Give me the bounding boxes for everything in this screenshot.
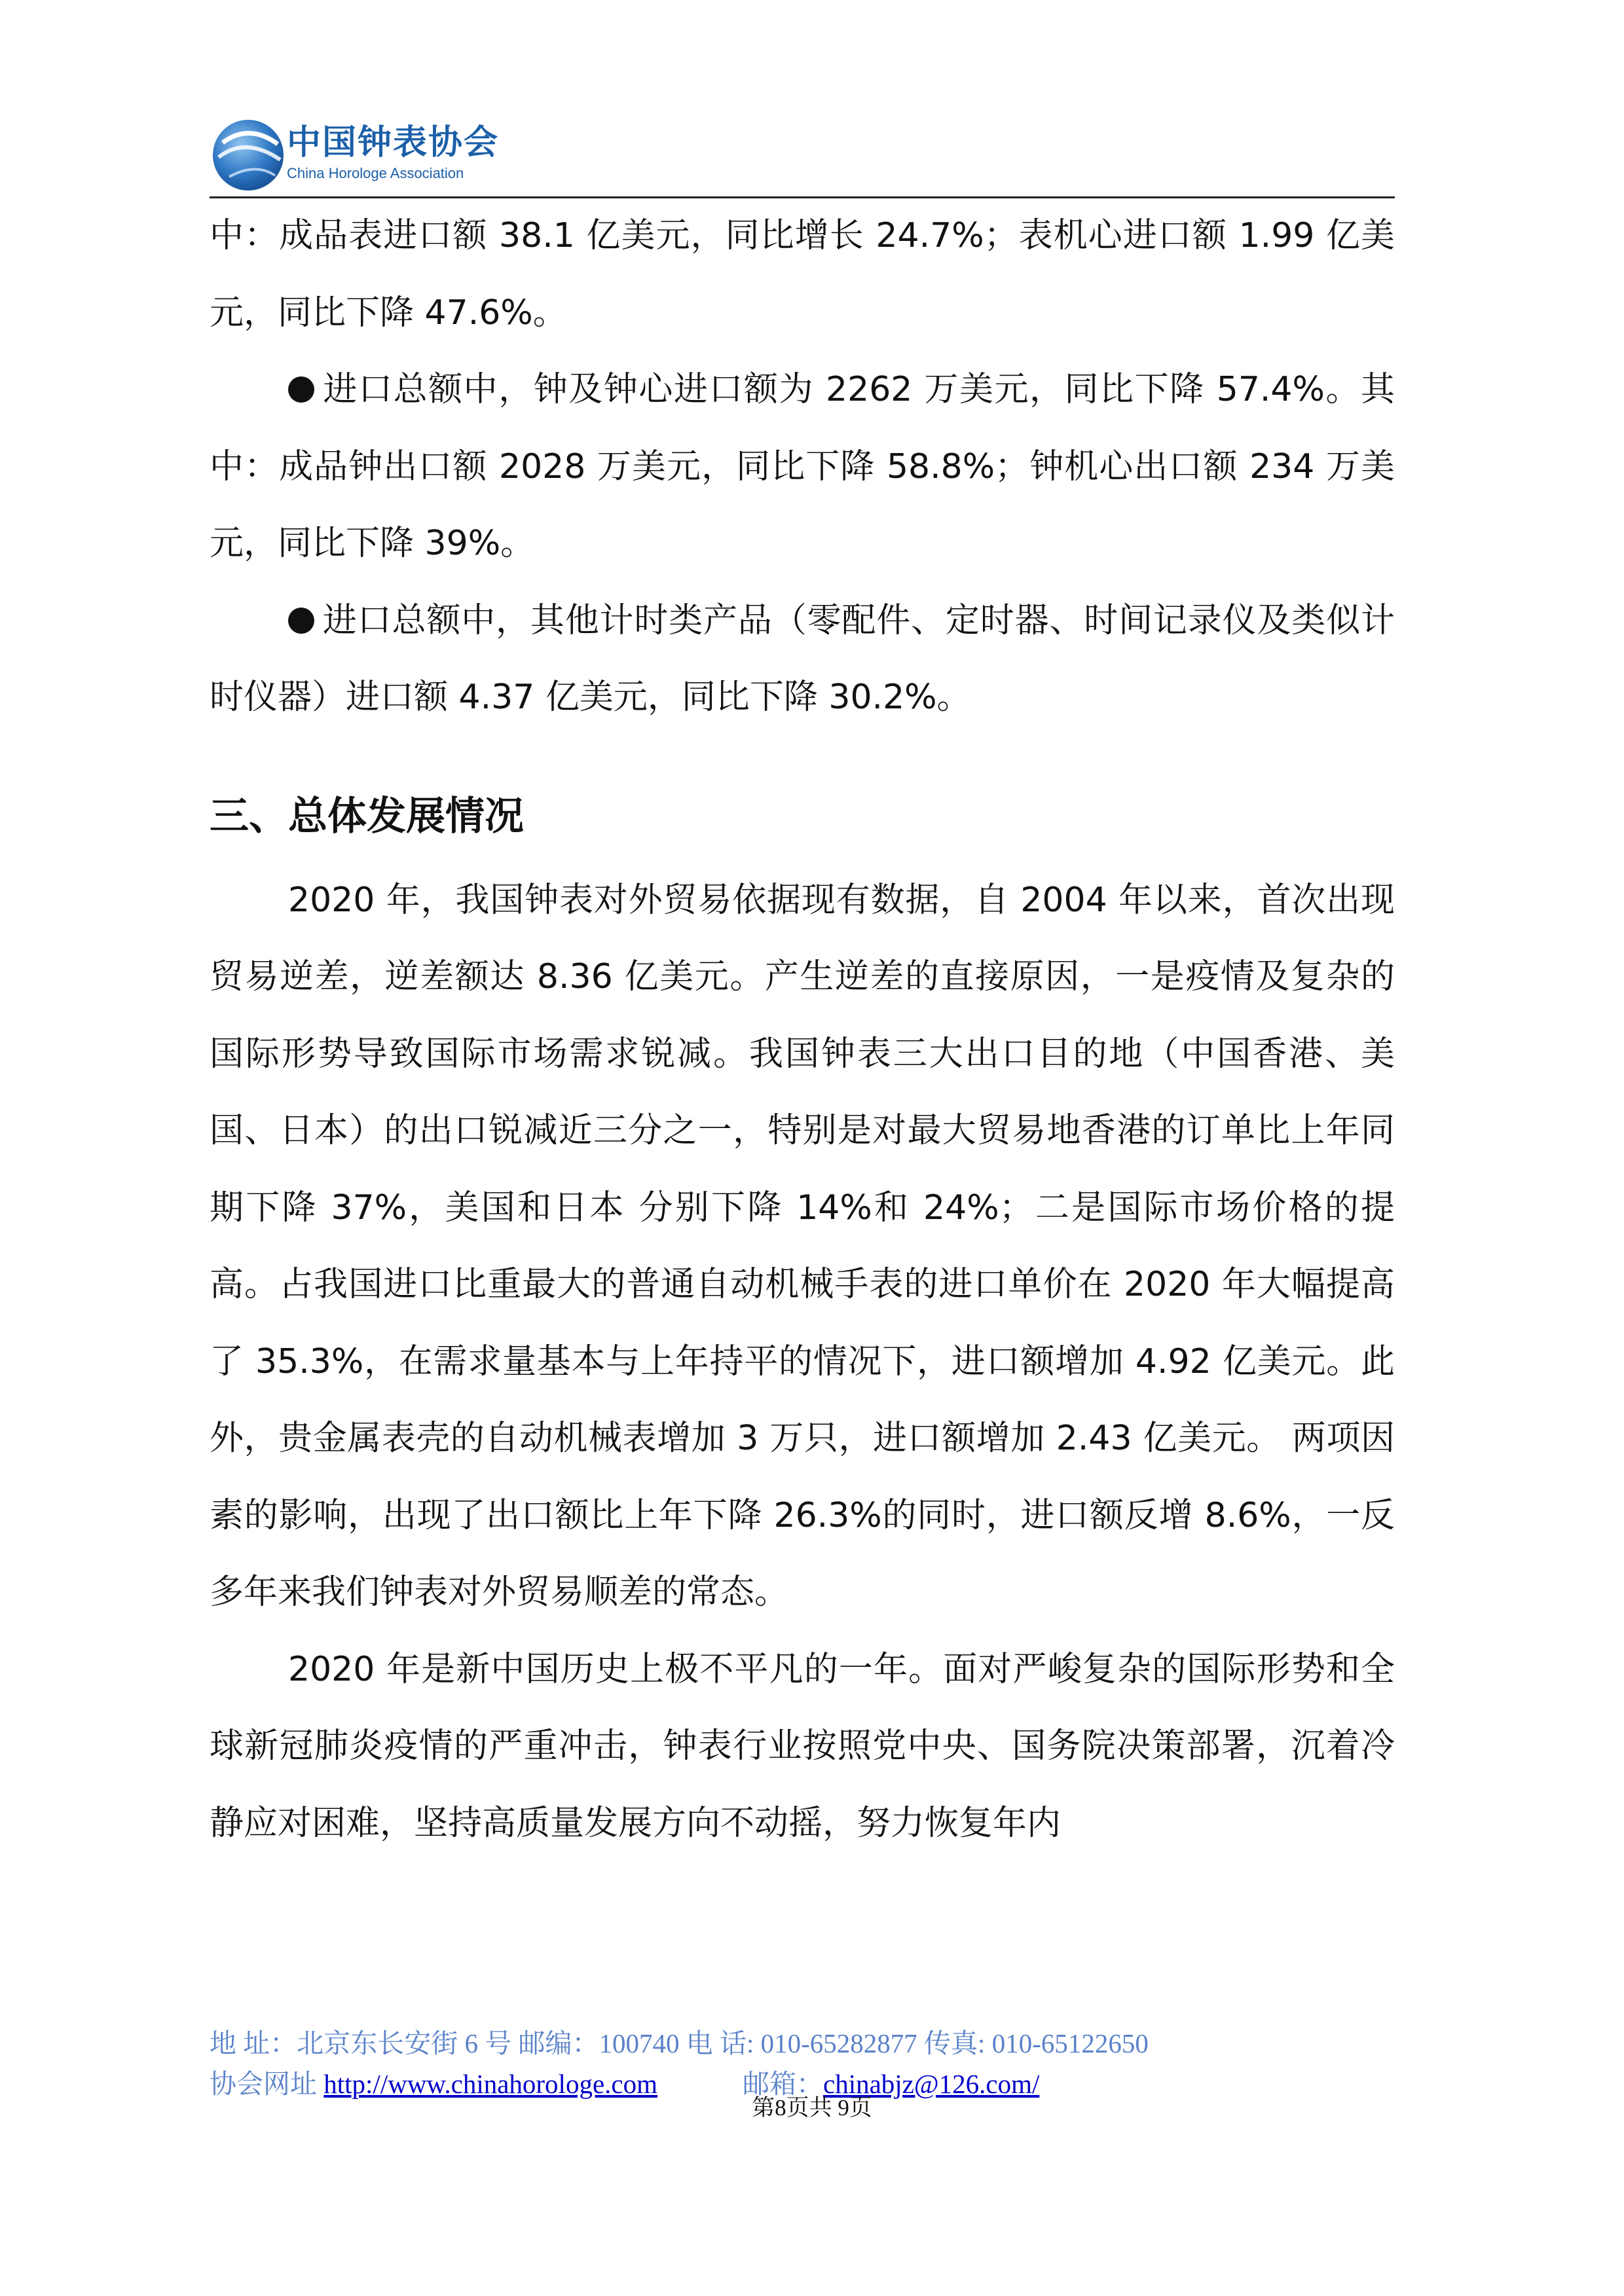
fax: 010-65122650 — [991, 2028, 1149, 2058]
address-label: 地 址： — [210, 2028, 297, 2058]
bullet-text: 进口总额中，钟及钟心进口额为 2262 万美元，同比下降 57.4%。其中：成品钟出口额 2028 万美元，同比下降 58.8%；钟机心出口额 234 万美元，同比下降 39%。 — [210, 370, 1395, 563]
bullet-paragraph — [210, 352, 1395, 583]
globe-logo-icon — [210, 117, 287, 194]
bullet-icon — [288, 376, 314, 403]
document-body — [210, 198, 1395, 1862]
footer-contact-line — [210, 2023, 1395, 2064]
page-number: 第8页共 9页 — [752, 2095, 872, 2121]
document-header — [210, 117, 1395, 195]
org-name-cn: 中国钟表协会 — [287, 123, 500, 162]
phone: 010-65282877 — [760, 2028, 917, 2058]
paragraph: 2020 年，我国钟表对外贸易依据现有数据，自 2004 年以来，首次出现贸易逆差，逆差额达 8.36 亿美元。产生逆差的直接原因，一是疫情及复杂的国际形势导致国际市场需求锐减。我国钟表三大出口目的地（中国香港、美国、日本）的出口锐减近三分之一，特别是对最大贸易地香港的订单比上年同期下降 37%，美国和日本 分别下降 14%和 24%；二是国际市场价格的提高。占我国进口比重最大的普通自动机械手表的进口单价在 2020 年大幅提高了 35.3%，在需求量基本与上年持平的情况下，进口额增加 4.92 亿美元。此外，贵金属表壳的自动机械表增加 3 万只，进口额增加 2.43 亿美元。 两项因素的影响，出现了出口额比上年下降 26.3%的同时，进口额反增 8.6%，一反多年来我们钟表对外贸易顺差的常态。 — [210, 880, 1395, 1612]
paragraph: 2020 年是新中国历史上极不平凡的一年。面对严峻复杂的国际形势和全球新冠肺炎疫情的严重冲击，钟表行业按照党中央、国务院决策部署，沉着冷静应对困难，坚持高质量发展方向不动摇，努力恢复年内 — [210, 1649, 1395, 1843]
paragraph: 中：成品表进口额 38.1 亿美元，同比增长 24.7%；表机心进口额 1.99 亿美元，同比下降 47.6%。 — [210, 216, 1395, 333]
email-label: 邮箱： — [743, 2069, 823, 2099]
address: 北京东长安街 6 号 — [297, 2028, 512, 2058]
org-name-en: China Horologe Association — [287, 165, 464, 181]
postcode: 100740 — [599, 2028, 680, 2058]
website-link[interactable]: http://www.chinahorologe.com — [323, 2069, 657, 2099]
website-label: 协会网址 — [210, 2069, 324, 2099]
bullet-text: 进口总额中，其他计时类产品（零配件、定时器、时间记录仪及类似计时仪器）进口额 4.37 亿美元，同比下降 30.2%。 — [210, 600, 1395, 717]
section-heading: 三、总体发展情况 — [210, 793, 524, 839]
phone-label: 电 话: — [679, 2028, 761, 2058]
fax-label: 传真: — [917, 2028, 992, 2058]
bullet-paragraph — [210, 583, 1395, 737]
email-link[interactable]: chinabjz@126.com/ — [823, 2069, 1040, 2099]
postcode-label: 邮编： — [511, 2028, 599, 2058]
bullet-icon — [288, 608, 314, 634]
